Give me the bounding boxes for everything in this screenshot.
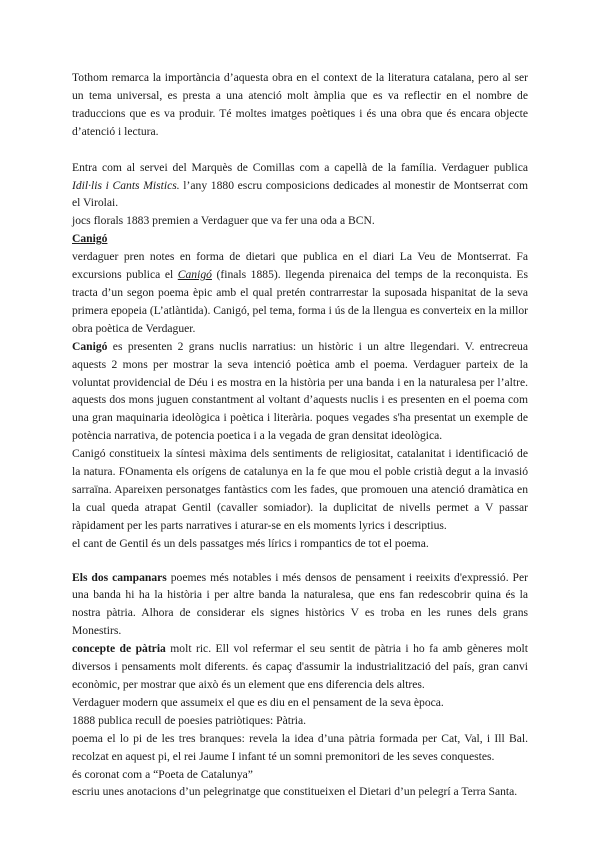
work-title-canigo: Canigó xyxy=(177,268,212,282)
bold-term: Els dos campanars xyxy=(72,570,167,584)
paragraph-nuclis xyxy=(72,338,528,445)
paragraph-jocs-florals: jocs florals 1883 premien a Verdaguer que va fer una oda a BCN. xyxy=(72,214,375,228)
text-segment: verdaguer pren notes en forma de dietari que publica en el diari La Veu de Montserrat. Fa excursions publica el xyxy=(72,250,528,282)
heading-text: Canigó xyxy=(72,232,108,246)
text-segment: (finals 1885). llegenda pirenaica del temps de la reconquista. Es tracta d’un segon poema èpic amb el qual pretén contrarrestar la suposada hispanitat de la seva primera epopeia (L’atlàntida). Canigó, pel tema, forma i ús de la llengua es converteix en la millor obra poètica de Verdaguer. xyxy=(72,268,528,335)
paragraph-campanars xyxy=(72,569,528,641)
paragraph-coronat: és coronat com a “Poeta de Catalunya” xyxy=(72,767,253,781)
bold-term: Canigó xyxy=(72,339,108,353)
paragraph-sintesi: Canigó constitueix la síntesi màxima dels sentiments de religiositat, catalanitat i identificació de la natura. FOnamenta els orígens de catalunya en la fe que mou el poble cristià degut a la invasió sarraïna. Apareixen personatges fantàstics com les fades, que promouen una atenció dramàtica en la cual queda atrapat Gentil (cavaller somiador). la duplicitat de nivells permet a V passar ràpidament per les parts narratives i aturar-se en els moments lyrics i descriptius. xyxy=(72,447,528,532)
text-segment: es presenten 2 grans nuclis narratius: un històric i un altre llegendari. V. entrecreua aquests 2 mons per mostrar la seva intenció poètica amb el poema. Verdaguer parteix de la voluntat providencial de Déu i es mostra en la història per una banda i en la naturalesa per l’altre. aquests dos mons juguen constantment al voltant d’aquests nuclis i es presenten en el poema com una gran maquinaria ideològica i poètica i literària. poques vegades s'ha presentat un exemple de potència narrativa, de potencia poetica i a la vegada de gran densitat ideològica. xyxy=(72,339,528,443)
text-segment: molt ric. Ell vol refermar el seu sentit de pàtria i ho fa amb gèneres molt diversos i pensaments molt diferents. és capaç d'assumir la industrialització del país, gran canvi econòmic, per mostrar que això és un element que ens diferencia dels altres. xyxy=(72,642,528,691)
text-segment: l’any 1880 escru composicions dedicades al monestir de Montserrat com el Virolai. xyxy=(72,178,528,210)
paragraph-comillas xyxy=(72,159,528,213)
paragraph-lo-pi: poema el lo pi de les tres branques: revela la idea d’una pàtria formada per Cat, Val, i Ill Bal. recolzat en aquest pi, el rei Jaume I infant té un somni premonitori de les seves conquestes. xyxy=(72,731,528,763)
paragraph-importance: Tothom remarca la importància d’aquesta obra en el context de la literatura catalana, pero al ser un tema universal, es presta a una atenció molt àmplia que es va reflectir en el nombre de traduccions que es va produir. Té moltes imatges poètiques i és una obra que és encara objecte d’atenció i lectura. xyxy=(72,71,528,138)
section-heading-canigo xyxy=(72,230,528,248)
work-title-idil-lis: Idil·lis i Cants Mistics. xyxy=(72,178,180,192)
paragraph-modern: Verdaguer modern que assumeix el que es diu en el pensament de la seva època. xyxy=(72,695,444,709)
paragraph-dietari-pelegri: escriu unes anotacions d’un pelegrinatge que constitueixen el Dietari d’un pelegrí a Terra Santa. xyxy=(72,785,518,799)
text-segment: poemes més notables i més densos de pensament i reeixits d'expressió. Per una banda hi ha la història i per altre banda la naturalesa, que ens fan redescobrir quina és la nostra pàtria. Alhora de considerar els signes històrics V es troba en les runes dels grans Monestirs. xyxy=(72,570,528,638)
bold-term: concepte de pàtria xyxy=(72,642,166,656)
paragraph-dietari xyxy=(72,248,528,338)
paragraph-patria-concept xyxy=(72,640,528,694)
paragraph-cant-gentil: el cant de Gentil és un dels passatges més lírics i rompantics de tot el poema. xyxy=(72,536,429,550)
paragraph-1888: 1888 publica recull de poesies patriòtiques: Pàtria. xyxy=(72,713,307,727)
spacer xyxy=(72,553,528,569)
spacer xyxy=(72,141,528,159)
text-segment: Entra com al servei del Marquès de Comillas com a capellà de la família. Verdaguer publica xyxy=(72,160,528,174)
